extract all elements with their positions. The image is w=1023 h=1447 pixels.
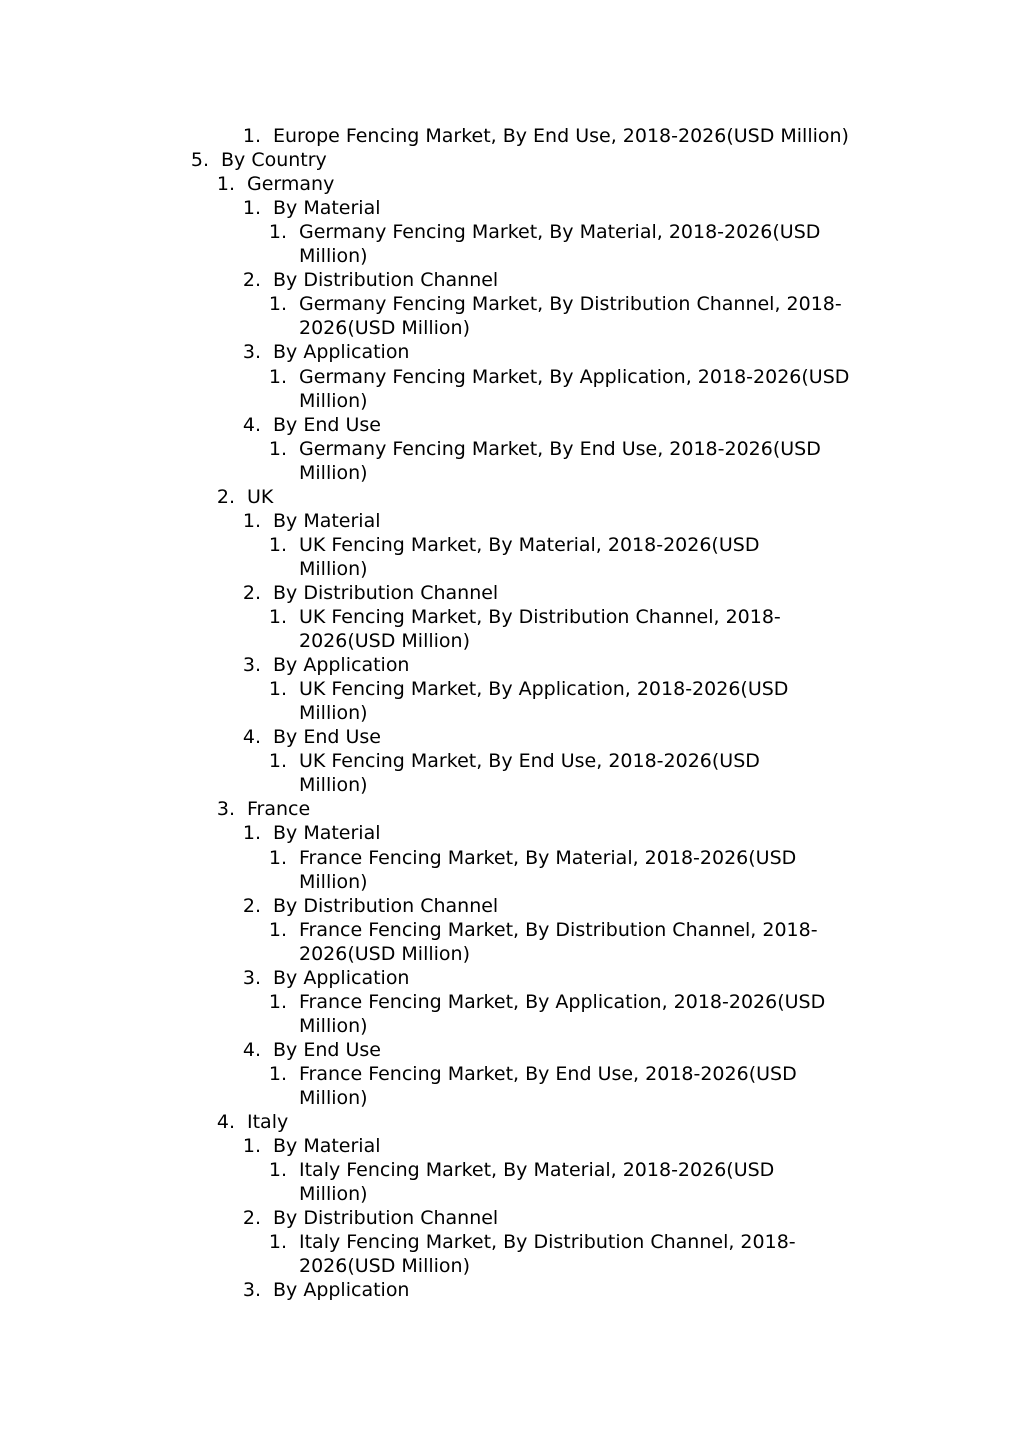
outline-item	[0, 365, 1023, 389]
outline-item	[0, 268, 1023, 292]
item-text: Italy	[247, 1111, 289, 1133]
item-number: 2.	[242, 1207, 261, 1229]
item-number: 1.	[268, 534, 287, 556]
outline-item-continuation	[0, 1182, 1023, 1206]
item-number: 1.	[242, 1135, 261, 1157]
outline-item-continuation	[0, 773, 1023, 797]
item-text: Million)	[299, 245, 368, 267]
item-text: By Distribution Channel	[273, 269, 499, 291]
item-text: 2026(USD Million)	[299, 630, 470, 652]
item-number: 3.	[242, 967, 261, 989]
item-text: Million)	[299, 462, 368, 484]
item-text: By Material	[273, 197, 381, 219]
outline-item	[0, 846, 1023, 870]
item-text: UK Fencing Market, By Material, 2018-2026(USD	[299, 534, 760, 556]
item-text: By End Use	[273, 726, 381, 748]
item-text: Germany Fencing Market, By Material, 2018-2026(USD	[299, 221, 821, 243]
outline-item-continuation	[0, 316, 1023, 340]
item-text: By Distribution Channel	[273, 895, 499, 917]
item-text: UK	[247, 486, 274, 508]
item-text: Million)	[299, 774, 368, 796]
item-number: 1.	[242, 822, 261, 844]
item-number: 4.	[242, 414, 261, 436]
item-text: Million)	[299, 558, 368, 580]
item-number: 1.	[268, 678, 287, 700]
item-text: Germany	[247, 173, 335, 195]
outline-item-continuation	[0, 701, 1023, 725]
item-number: 5.	[190, 149, 209, 171]
item-text: By Application	[273, 967, 410, 989]
item-text: Germany Fencing Market, By End Use, 2018-2026(USD	[299, 438, 821, 460]
item-text: Germany Fencing Market, By Application, 2018-2026(USD	[299, 366, 850, 388]
item-text: By Material	[273, 822, 381, 844]
outline-item	[0, 581, 1023, 605]
outline-item-continuation	[0, 557, 1023, 581]
outline-item	[0, 413, 1023, 437]
item-number: 1.	[268, 221, 287, 243]
outline-item	[0, 340, 1023, 364]
item-number: 3.	[242, 1279, 261, 1301]
item-number: 4.	[242, 726, 261, 748]
outline-item	[0, 220, 1023, 244]
outline-item-continuation	[0, 389, 1023, 413]
item-text: France Fencing Market, By Application, 2018-2026(USD	[299, 991, 826, 1013]
outline-item	[0, 1158, 1023, 1182]
item-number: 1.	[268, 606, 287, 628]
item-number: 1.	[268, 919, 287, 941]
item-text: Italy Fencing Market, By Material, 2018-2026(USD	[299, 1159, 775, 1181]
item-text: By Application	[273, 1279, 410, 1301]
item-text: Million)	[299, 702, 368, 724]
item-number: 2.	[242, 895, 261, 917]
outline-item	[0, 821, 1023, 845]
outline-item	[0, 1134, 1023, 1158]
outline-item-continuation	[0, 1014, 1023, 1038]
outline-item	[0, 918, 1023, 942]
outline-item	[0, 966, 1023, 990]
item-text: Italy Fencing Market, By Distribution Channel, 2018-	[299, 1231, 796, 1253]
item-number: 4.	[242, 1039, 261, 1061]
item-number: 2.	[216, 486, 235, 508]
outline-item	[0, 677, 1023, 701]
item-text: UK Fencing Market, By End Use, 2018-2026(USD	[299, 750, 760, 772]
item-text: By Material	[273, 1135, 381, 1157]
item-text: By Country	[221, 149, 327, 171]
outline-item	[0, 196, 1023, 220]
item-text: By Application	[273, 654, 410, 676]
item-number: 1.	[268, 991, 287, 1013]
outline-item	[0, 797, 1023, 821]
item-number: 1.	[242, 510, 261, 532]
outline-item	[0, 485, 1023, 509]
item-number: 1.	[268, 1063, 287, 1085]
outline-item	[0, 1110, 1023, 1134]
outline-item	[0, 605, 1023, 629]
item-number: 3.	[242, 654, 261, 676]
item-number: 3.	[242, 341, 261, 363]
item-number: 1.	[268, 366, 287, 388]
item-number: 1.	[268, 847, 287, 869]
item-text: Million)	[299, 390, 368, 412]
outline-item	[0, 148, 1023, 172]
item-text: By Application	[273, 341, 410, 363]
outline-item	[0, 894, 1023, 918]
item-text: By Distribution Channel	[273, 1207, 499, 1229]
outline-item-continuation	[0, 1254, 1023, 1278]
item-number: 1.	[268, 438, 287, 460]
outline-item-continuation	[0, 942, 1023, 966]
outline-item-continuation	[0, 461, 1023, 485]
item-text: 2026(USD Million)	[299, 1255, 470, 1277]
outline-item	[0, 1278, 1023, 1302]
item-number: 2.	[242, 582, 261, 604]
outline-item	[0, 292, 1023, 316]
item-number: 1.	[242, 197, 261, 219]
item-text: France Fencing Market, By Distribution Channel, 2018-	[299, 919, 818, 941]
outline-item	[0, 990, 1023, 1014]
outline-item	[0, 509, 1023, 533]
item-text: France Fencing Market, By Material, 2018-2026(USD	[299, 847, 797, 869]
item-text: Europe Fencing Market, By End Use, 2018-2026(USD Million)	[273, 125, 849, 147]
item-text: Million)	[299, 1087, 368, 1109]
outline-item-continuation	[0, 1086, 1023, 1110]
outline-item	[0, 1038, 1023, 1062]
item-number: 1.	[268, 293, 287, 315]
item-text: 2026(USD Million)	[299, 317, 470, 339]
item-text: UK Fencing Market, By Application, 2018-2026(USD	[299, 678, 789, 700]
item-text: By Distribution Channel	[273, 582, 499, 604]
item-number: 1.	[268, 750, 287, 772]
outline-item	[0, 1062, 1023, 1086]
outline-item	[0, 725, 1023, 749]
outline-item	[0, 653, 1023, 677]
item-text: Million)	[299, 871, 368, 893]
item-number: 2.	[242, 269, 261, 291]
outline-item-continuation	[0, 629, 1023, 653]
item-number: 1.	[268, 1159, 287, 1181]
item-text: Million)	[299, 1015, 368, 1037]
item-text: France Fencing Market, By End Use, 2018-2026(USD	[299, 1063, 797, 1085]
item-text: France	[247, 798, 311, 820]
outline-item	[0, 1206, 1023, 1230]
outline-item	[0, 533, 1023, 557]
outline-item	[0, 437, 1023, 461]
item-number: 3.	[216, 798, 235, 820]
item-text: Million)	[299, 1183, 368, 1205]
item-text: 2026(USD Million)	[299, 943, 470, 965]
item-number: 1.	[268, 1231, 287, 1253]
item-number: 1.	[216, 173, 235, 195]
item-number: 4.	[216, 1111, 235, 1133]
item-text: Germany Fencing Market, By Distribution Channel, 2018-	[299, 293, 842, 315]
item-text: UK Fencing Market, By Distribution Channel, 2018-	[299, 606, 781, 628]
item-text: By End Use	[273, 414, 381, 436]
item-number: 1.	[242, 125, 261, 147]
outline-item-continuation	[0, 244, 1023, 268]
outline-item	[0, 172, 1023, 196]
item-text: By Material	[273, 510, 381, 532]
outline-item	[0, 1230, 1023, 1254]
outline-item	[0, 749, 1023, 773]
item-text: By End Use	[273, 1039, 381, 1061]
outline-item-continuation	[0, 870, 1023, 894]
outline-item	[0, 124, 1023, 148]
